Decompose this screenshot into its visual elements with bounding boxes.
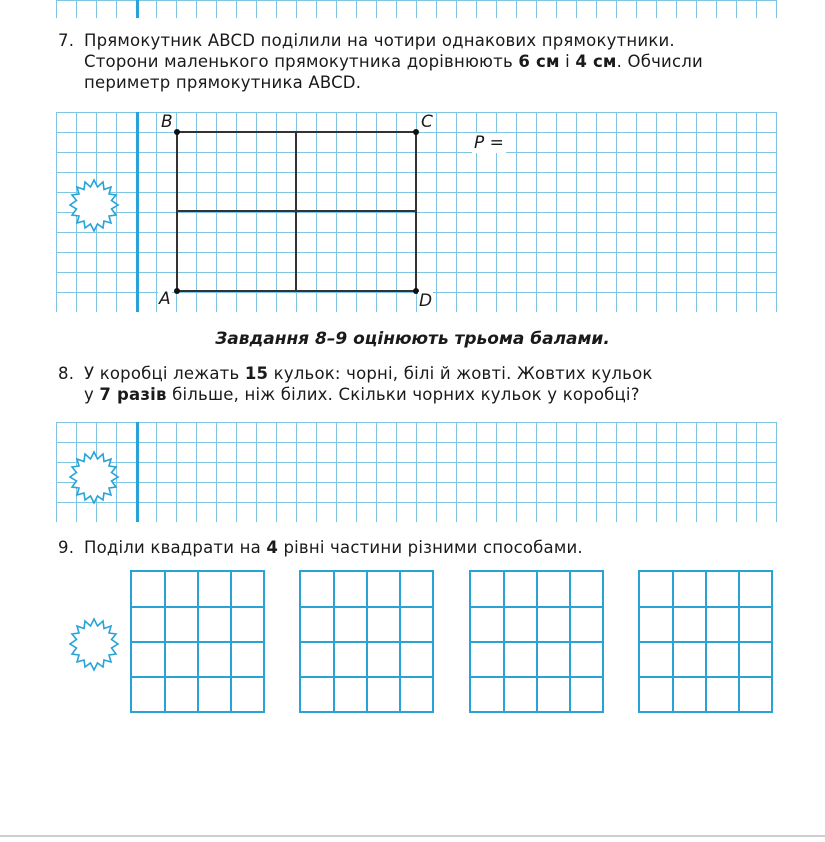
task-9-text: 9. Поділи квадрати на 4 рівні частини різними способами.: [58, 538, 583, 557]
square-grid-1[interactable]: [130, 570, 265, 713]
square-grid-3[interactable]: [469, 570, 604, 713]
vertex-point-a: [174, 288, 180, 294]
task-8-text: 8. У коробці лежать 15 кульок: чорні, білі й жовті. Жовтих кульок у 7 разів більше, ніж білих. Скільки чорних кульок у коробці?: [58, 364, 653, 404]
section-heading: Завдання 8–9 оцінюють трьома балами.: [215, 329, 610, 349]
vertex-point-c: [413, 129, 419, 135]
task-number: 7.: [58, 31, 75, 50]
vertex-point-b: [174, 129, 180, 135]
vertex-label-b: B: [161, 112, 173, 132]
perimeter-answer-label: P =: [474, 133, 504, 153]
sun-icon: [66, 617, 122, 673]
vertex-label-d: D: [419, 291, 433, 311]
task-number: 8.: [58, 364, 75, 383]
vertex-label-c: C: [421, 112, 433, 132]
page-bottom-rule: [0, 835, 825, 837]
task-7-text: 7. Прямокутник ABCD поділили на чотири однакових прямокутники. Сторони маленького прямокутника дорівнюють 6 см і 4 см. Обчисли периметр прямокутника ABCD.: [58, 31, 703, 92]
square-grid-4[interactable]: [638, 570, 773, 713]
task-8-grid: [56, 422, 777, 522]
margin-line: [136, 422, 139, 522]
square-grid-2[interactable]: [299, 570, 434, 713]
sun-icon: [66, 450, 122, 506]
vertex-label-a: A: [159, 289, 171, 309]
task-number: 9.: [58, 538, 75, 557]
